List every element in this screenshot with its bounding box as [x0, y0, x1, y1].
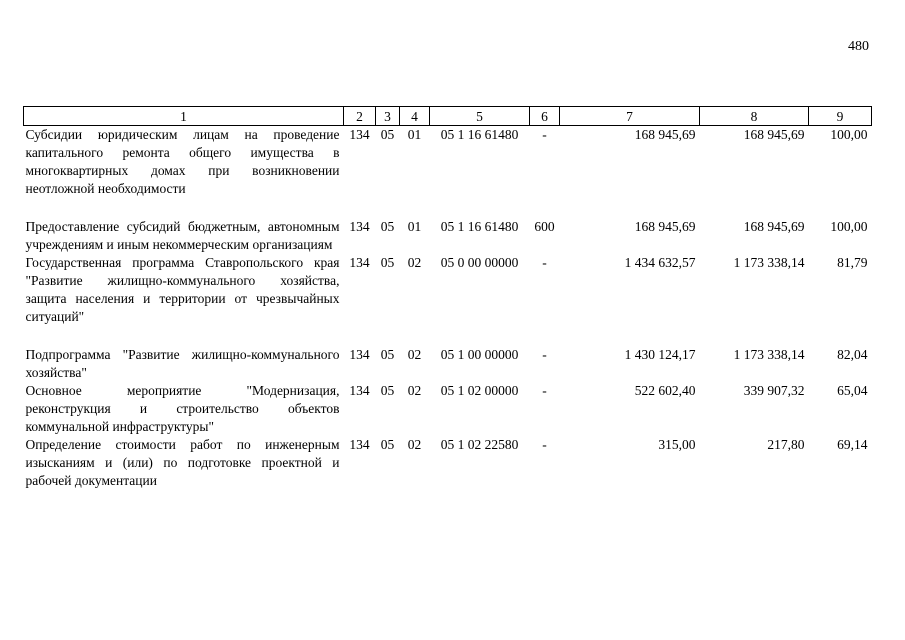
- row-value-9: 65,04: [837, 383, 868, 398]
- row-code-2: 134: [349, 255, 370, 270]
- header-cell-4: 4: [400, 107, 430, 126]
- header-cell-2: 2: [344, 107, 376, 126]
- row-code-4: 02: [407, 437, 422, 452]
- table-row: [24, 346, 872, 382]
- row-code-2: 134: [349, 383, 370, 398]
- row-code-6: -: [542, 255, 547, 270]
- header-cell-1: 1: [24, 107, 344, 126]
- row-code-3: 05: [380, 437, 395, 452]
- header-cell-9: 9: [809, 107, 872, 126]
- row-code-5: 05 1 02 22580: [440, 437, 519, 452]
- header-row: [24, 107, 872, 126]
- header-cell-7: 7: [560, 107, 700, 126]
- row-code-5: 05 1 02 00000: [440, 383, 519, 398]
- table-row: [24, 254, 872, 346]
- row-value-8: 168 945,69: [743, 127, 805, 142]
- row-name: Субсидии юридическим лицам на проведение капитального ремонта общего имущества в многоквартирных домах при возникновении неотложной необходимости: [25, 127, 340, 196]
- table-row: [24, 126, 872, 219]
- row-value-8: 168 945,69: [743, 219, 805, 234]
- row-code-5: 05 1 16 61480: [440, 219, 519, 234]
- row-code-2: 134: [349, 437, 370, 452]
- row-code-4: 01: [407, 127, 422, 142]
- row-code-3: 05: [380, 383, 395, 398]
- row-code-6: 600: [534, 219, 555, 234]
- row-name: Основное мероприятие "Модернизация, реконструкция и строительство объектов коммунальной инфраструктуры": [25, 383, 340, 434]
- row-code-6: -: [542, 347, 547, 362]
- table-row: [24, 382, 872, 436]
- row-name: Государственная программа Ставропольского края "Развитие жилищно-коммунального хозяйства, защита населения и территории от чрезвычайных ситуаций": [25, 255, 340, 324]
- row-code-3: 05: [380, 127, 395, 142]
- row-value-8: 1 173 338,14: [733, 255, 805, 270]
- row-value-7: 1 430 124,17: [624, 347, 696, 362]
- page-number: 480: [848, 39, 869, 54]
- row-code-2: 134: [349, 219, 370, 234]
- row-name: Предоставление субсидий бюджетным, автономным учреждениям и иным некоммерческим организациям: [25, 219, 340, 252]
- row-code-6: -: [542, 437, 547, 452]
- row-value-9: 69,14: [837, 437, 868, 452]
- row-code-6: -: [542, 383, 547, 398]
- budget-table: [23, 106, 872, 490]
- row-value-7: 522 602,40: [634, 383, 696, 398]
- row-value-9: 100,00: [830, 219, 868, 234]
- row-value-9: 81,79: [837, 255, 868, 270]
- row-code-4: 01: [407, 219, 422, 234]
- row-name: Подпрограмма "Развитие жилищно-коммунального хозяйства": [25, 347, 340, 380]
- row-code-4: 02: [407, 347, 422, 362]
- row-code-4: 02: [407, 255, 422, 270]
- header-cell-6: 6: [530, 107, 560, 126]
- row-code-3: 05: [380, 219, 395, 234]
- header-cell-5: 5: [430, 107, 530, 126]
- table-row: [24, 436, 872, 490]
- row-code-4: 02: [407, 383, 422, 398]
- row-name: Определение стоимости работ по инженерным изысканиям и (или) по подготовке проектной и рабочей документации: [25, 437, 340, 488]
- row-value-9: 82,04: [837, 347, 868, 362]
- row-value-7: 168 945,69: [634, 219, 696, 234]
- row-value-8: 217,80: [767, 437, 805, 452]
- row-code-6: -: [542, 127, 547, 142]
- row-value-8: 339 907,32: [743, 383, 805, 398]
- table-row: [24, 218, 872, 254]
- row-value-7: 315,00: [658, 437, 696, 452]
- budget-table-container: [23, 106, 871, 490]
- row-value-8: 1 173 338,14: [733, 347, 805, 362]
- header-cell-3: 3: [376, 107, 400, 126]
- row-value-7: 168 945,69: [634, 127, 696, 142]
- row-code-3: 05: [380, 347, 395, 362]
- row-code-3: 05: [380, 255, 395, 270]
- row-value-9: 100,00: [830, 127, 868, 142]
- row-value-7: 1 434 632,57: [624, 255, 696, 270]
- header-cell-8: 8: [700, 107, 809, 126]
- row-code-2: 134: [349, 127, 370, 142]
- row-code-5: 05 0 00 00000: [440, 255, 519, 270]
- row-code-5: 05 1 16 61480: [440, 127, 519, 142]
- row-code-2: 134: [349, 347, 370, 362]
- row-code-5: 05 1 00 00000: [440, 347, 519, 362]
